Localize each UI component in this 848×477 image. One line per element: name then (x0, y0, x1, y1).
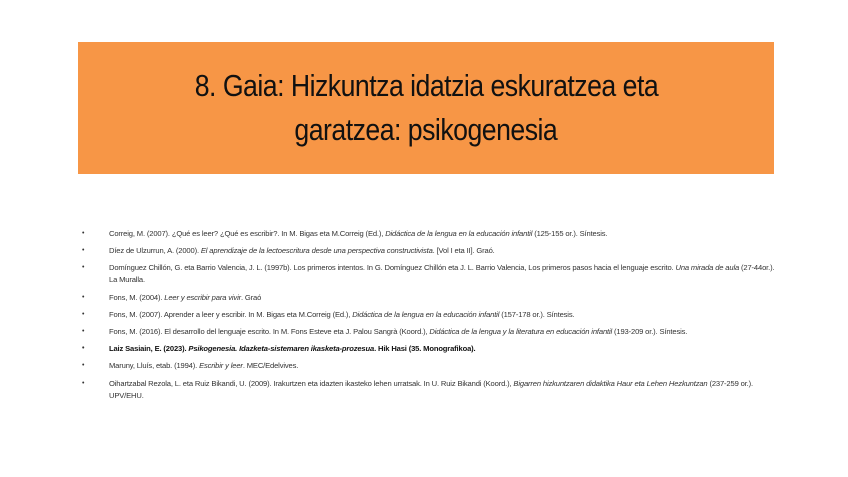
reference-title: Didáctica de la lengua y la literatura en educación infantil (429, 326, 613, 336)
reference-item (82, 378, 782, 402)
title-banner (78, 42, 774, 174)
reference-text: Fons, M. (2016). El desarrollo del lenguaje escrito. In M. Fons Esteve eta J. Palou Sangrà (Koord.), (109, 326, 430, 336)
reference-title: Bigarren hizkuntzaren didaktika Haur eta Lehen Hezkuntzan (513, 378, 708, 388)
reference-list (82, 228, 782, 407)
reference-text-end: (157-178 or.). Síntesis. (499, 309, 575, 319)
reference-item (82, 360, 782, 372)
reference-text: Correig, M. (2007). ¿Qué es leer? ¿Qué es escribir?. In M. Bigas eta M.Correig (Ed.), (109, 229, 386, 238)
bullet-icon: • (82, 247, 85, 255)
bullet-icon: • (82, 379, 85, 387)
bullet-icon: • (82, 310, 85, 318)
reference-title: El aprendizaje de la lectoescritura desde una perspectiva constructivista (200, 246, 433, 256)
reference-item (82, 262, 782, 286)
bullet-icon: • (82, 362, 85, 370)
reference-text: Fons, M. (2007). Aprender a leer y escribir. In M. Bigas eta M.Correig (Ed.), (109, 309, 353, 319)
reference-text: Fons, M. (2004). (109, 292, 165, 302)
reference-title: Una mirada de aula (675, 263, 740, 273)
slide-title-line-2: garatzea: psikogenesia (294, 112, 558, 147)
bullet-icon: • (82, 345, 85, 353)
reference-title: Escribir y leer (199, 361, 243, 371)
reference-title: Psikogenesia. Idazketa-sistemaren ikasketa-prozesua (188, 344, 375, 354)
slide-title-line-1: 8. Gaia: Hizkuntza idatzia eskuratzea eta (194, 68, 658, 103)
bullet-icon: • (82, 327, 85, 335)
reference-title: Didáctica de la lengua en la educación infantil (352, 309, 500, 319)
reference-item (82, 326, 782, 338)
reference-text-end: (27-44or.). La Muralla. (109, 263, 775, 285)
reference-text-end: (237-259 or.). UPV/EHU. (109, 378, 753, 400)
reference-item (82, 292, 782, 304)
reference-text-end: . Hik Hasi (35. Monografikoa). (374, 344, 476, 354)
reference-text: Oihartzabal Rezola, L. eta Ruiz Bikandi, U. (2009). Irakurtzen eta idazten ikasteko lehen urratsak. In U. Ruiz Bikandi (Koord.), (109, 378, 514, 388)
reference-title: Didáctica de la lengua en la educación infantil (385, 229, 533, 238)
bullet-icon: • (82, 293, 85, 301)
reference-text: Domínguez Chillón, G. eta Barrio Valencia, J. L. (1997b). Los primeros intentos. In G. Domínguez Chillón eta J. L. Barrio Valencia, Los primeros pasos hacia el lenguaje escrito. (109, 263, 676, 273)
reference-text-end: (125-155 or.). Síntesis. (532, 229, 608, 238)
reference-text: Maruny, Lluís, etab. (1994). (109, 361, 200, 371)
reference-text: Laiz Sasiain, E. (2023). (109, 344, 189, 354)
reference-text-end: (193-209 or.). Síntesis. (612, 326, 688, 336)
reference-text-end: . MEC/Edelvives. (242, 361, 299, 371)
reference-text-end: . Graó (240, 292, 262, 302)
bullet-icon: • (82, 264, 85, 272)
bullet-icon: • (82, 230, 85, 237)
reference-item (82, 245, 782, 257)
reference-item-highlighted (82, 343, 782, 355)
reference-item (82, 309, 782, 321)
reference-item (82, 228, 782, 240)
reference-title: Leer y escribir para vivir (164, 292, 241, 302)
reference-text: Díez de Ulzurrun, A. (2000). (109, 246, 201, 256)
reference-text-end: . [Vol I eta II]. Graó. (432, 246, 495, 256)
